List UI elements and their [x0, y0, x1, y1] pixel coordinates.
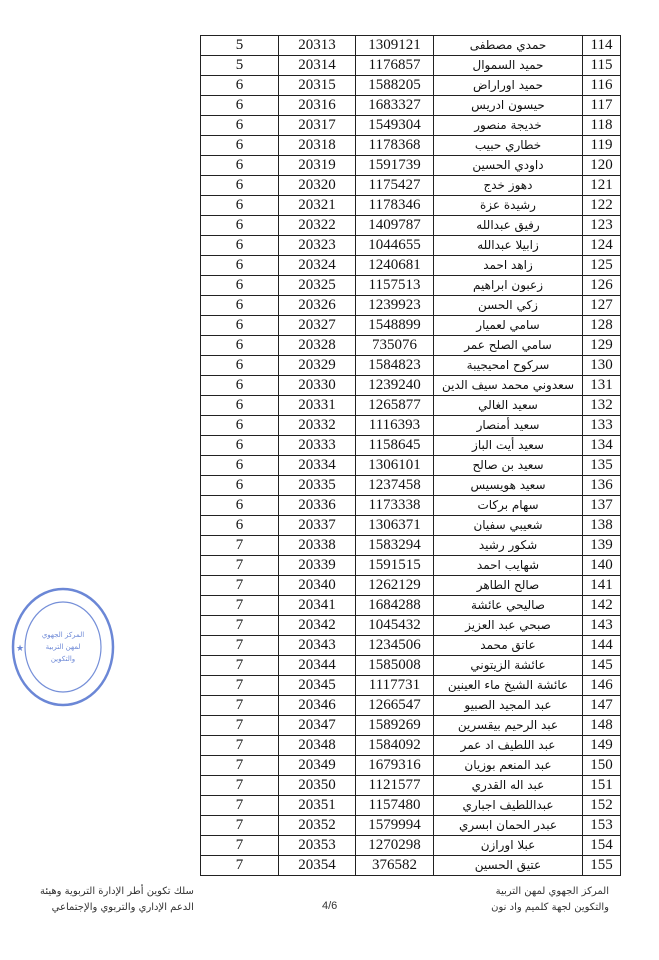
- row-number-cell: 116: [583, 76, 621, 96]
- row-number-cell: 149: [583, 736, 621, 756]
- row-number-cell: 118: [583, 116, 621, 136]
- name-cell: عبلا اورازن: [434, 836, 583, 856]
- name-cell: سعيد أمنصار: [434, 416, 583, 436]
- id-number-cell: 1306371: [356, 516, 434, 536]
- group-cell: 6: [201, 476, 279, 496]
- name-cell: حميد اوراراض: [434, 76, 583, 96]
- group-cell: 6: [201, 276, 279, 296]
- group-cell: 6: [201, 336, 279, 356]
- id-number-cell: 1121577: [356, 776, 434, 796]
- group-cell: 7: [201, 536, 279, 556]
- id-number-cell: 1584823: [356, 356, 434, 376]
- id-number-cell: 1116393: [356, 416, 434, 436]
- name-cell: زاهد احمد: [434, 256, 583, 276]
- name-cell: خطاري حبيب: [434, 136, 583, 156]
- footer-left-line2: الدعم الإداري والتربوي والإجتماعي: [51, 902, 194, 913]
- name-cell: رفيق عبدالله: [434, 216, 583, 236]
- id-number-cell: 1240681: [356, 256, 434, 276]
- row-number-cell: 135: [583, 456, 621, 476]
- group-cell: 6: [201, 236, 279, 256]
- name-cell: شعيبي سفيان: [434, 516, 583, 536]
- table-row: [201, 676, 621, 696]
- group-cell: 7: [201, 776, 279, 796]
- row-number-cell: 130: [583, 356, 621, 376]
- group-cell: 7: [201, 556, 279, 576]
- row-number-cell: 138: [583, 516, 621, 536]
- table-row: [201, 96, 621, 116]
- row-number-cell: 121: [583, 176, 621, 196]
- id-number-cell: 1045432: [356, 616, 434, 636]
- code-cell: 20352: [279, 816, 356, 836]
- code-cell: 20338: [279, 536, 356, 556]
- id-number-cell: 1579994: [356, 816, 434, 836]
- id-number-cell: 1262129: [356, 576, 434, 596]
- row-number-cell: 147: [583, 696, 621, 716]
- group-cell: 6: [201, 456, 279, 476]
- table-row: [201, 816, 621, 836]
- code-cell: 20336: [279, 496, 356, 516]
- id-number-cell: 1117731: [356, 676, 434, 696]
- id-number-cell: 1265877: [356, 396, 434, 416]
- id-number-cell: 1683327: [356, 96, 434, 116]
- table-row: [201, 596, 621, 616]
- group-cell: 7: [201, 736, 279, 756]
- row-number-cell: 117: [583, 96, 621, 116]
- table-row: [201, 776, 621, 796]
- code-cell: 20328: [279, 336, 356, 356]
- id-number-cell: 1239240: [356, 376, 434, 396]
- id-number-cell: 1178346: [356, 196, 434, 216]
- name-cell: صالح الطاهر: [434, 576, 583, 596]
- name-cell: عبدر الحمان ابسري: [434, 816, 583, 836]
- code-cell: 20353: [279, 836, 356, 856]
- code-cell: 20342: [279, 616, 356, 636]
- group-cell: 7: [201, 656, 279, 676]
- code-cell: 20346: [279, 696, 356, 716]
- table-row: [201, 616, 621, 636]
- name-cell: شهايب احمد: [434, 556, 583, 576]
- footer-right-line1: المركز الجهوي لمهن التربية: [495, 886, 609, 897]
- code-cell: 20331: [279, 396, 356, 416]
- name-cell: شكور رشيد: [434, 536, 583, 556]
- table-row: [201, 196, 621, 216]
- group-cell: 7: [201, 716, 279, 736]
- group-cell: 6: [201, 156, 279, 176]
- name-cell: عبد الرحيم بيقسرين: [434, 716, 583, 736]
- row-number-cell: 140: [583, 556, 621, 576]
- id-number-cell: 1409787: [356, 216, 434, 236]
- table-row: [201, 216, 621, 236]
- table-row: [201, 736, 621, 756]
- table-row: [201, 76, 621, 96]
- code-cell: 20324: [279, 256, 356, 276]
- row-number-cell: 122: [583, 196, 621, 216]
- code-cell: 20343: [279, 636, 356, 656]
- group-cell: 7: [201, 696, 279, 716]
- group-cell: 6: [201, 76, 279, 96]
- row-number-cell: 144: [583, 636, 621, 656]
- row-number-cell: 120: [583, 156, 621, 176]
- row-number-cell: 131: [583, 376, 621, 396]
- id-number-cell: 1584092: [356, 736, 434, 756]
- name-cell: سعيد أيت الباز: [434, 436, 583, 456]
- code-cell: 20349: [279, 756, 356, 776]
- name-cell: زعبون ابراهيم: [434, 276, 583, 296]
- group-cell: 7: [201, 596, 279, 616]
- code-cell: 20320: [279, 176, 356, 196]
- name-cell: داودي الحسين: [434, 156, 583, 176]
- code-cell: 20348: [279, 736, 356, 756]
- id-number-cell: 1679316: [356, 756, 434, 776]
- name-cell: سعيد هويسيس: [434, 476, 583, 496]
- id-number-cell: 1549304: [356, 116, 434, 136]
- table-row: [201, 356, 621, 376]
- row-number-cell: 152: [583, 796, 621, 816]
- table-row: [201, 36, 621, 56]
- code-cell: 20340: [279, 576, 356, 596]
- row-number-cell: 115: [583, 56, 621, 76]
- row-number-cell: 155: [583, 856, 621, 876]
- group-cell: 6: [201, 316, 279, 336]
- svg-text:★: ★: [16, 643, 25, 653]
- svg-text:والتكوين: والتكوين: [50, 655, 76, 663]
- name-cell: عبد المجيد الصبيو: [434, 696, 583, 716]
- code-cell: 20314: [279, 56, 356, 76]
- name-cell: سامي لعميار: [434, 316, 583, 336]
- id-number-cell: 1157513: [356, 276, 434, 296]
- group-cell: 6: [201, 356, 279, 376]
- table-row: [201, 116, 621, 136]
- table-row: [201, 556, 621, 576]
- table-row: [201, 756, 621, 776]
- row-number-cell: 125: [583, 256, 621, 276]
- group-cell: 7: [201, 856, 279, 876]
- id-number-cell: 1589269: [356, 716, 434, 736]
- footer-institution: [491, 884, 609, 916]
- row-number-cell: 145: [583, 656, 621, 676]
- group-cell: 6: [201, 416, 279, 436]
- name-cell: حمدي مصطفى: [434, 36, 583, 56]
- code-cell: 20350: [279, 776, 356, 796]
- group-cell: 6: [201, 516, 279, 536]
- group-cell: 6: [201, 196, 279, 216]
- name-cell: سعدوني محمد سيف الدين: [434, 376, 583, 396]
- row-number-cell: 139: [583, 536, 621, 556]
- row-number-cell: 153: [583, 816, 621, 836]
- id-number-cell: 1684288: [356, 596, 434, 616]
- id-number-cell: 1306101: [356, 456, 434, 476]
- row-number-cell: 119: [583, 136, 621, 156]
- id-number-cell: 1266547: [356, 696, 434, 716]
- id-number-cell: 1157480: [356, 796, 434, 816]
- name-cell: سعيد الغالي: [434, 396, 583, 416]
- group-cell: 5: [201, 36, 279, 56]
- group-cell: 7: [201, 576, 279, 596]
- code-cell: 20317: [279, 116, 356, 136]
- table-row: [201, 836, 621, 856]
- row-number-cell: 129: [583, 336, 621, 356]
- name-cell: سامي الصلح عمر: [434, 336, 583, 356]
- name-cell: عائشة الزيتوني: [434, 656, 583, 676]
- id-number-cell: 1309121: [356, 36, 434, 56]
- table-row: [201, 536, 621, 556]
- name-cell: زابيلا عبدالله: [434, 236, 583, 256]
- id-number-cell: 1239923: [356, 296, 434, 316]
- code-cell: 20341: [279, 596, 356, 616]
- id-number-cell: 1548899: [356, 316, 434, 336]
- name-cell: زكي الحسن: [434, 296, 583, 316]
- code-cell: 20316: [279, 96, 356, 116]
- table-row: [201, 176, 621, 196]
- code-cell: 20325: [279, 276, 356, 296]
- id-number-cell: 1158645: [356, 436, 434, 456]
- table-row: [201, 576, 621, 596]
- name-cell: سهام بركات: [434, 496, 583, 516]
- row-number-cell: 146: [583, 676, 621, 696]
- code-cell: 20323: [279, 236, 356, 256]
- id-number-cell: 1178368: [356, 136, 434, 156]
- group-cell: 6: [201, 376, 279, 396]
- code-cell: 20345: [279, 676, 356, 696]
- group-cell: 7: [201, 816, 279, 836]
- table-row: [201, 396, 621, 416]
- id-number-cell: 1270298: [356, 836, 434, 856]
- code-cell: 20335: [279, 476, 356, 496]
- group-cell: 7: [201, 756, 279, 776]
- group-cell: 7: [201, 836, 279, 856]
- table-row: [201, 276, 621, 296]
- row-number-cell: 148: [583, 716, 621, 736]
- footer-right-line2: والتكوين لجهة كلميم واد نون: [491, 902, 609, 913]
- table-row: [201, 476, 621, 496]
- code-cell: 20322: [279, 216, 356, 236]
- group-cell: 6: [201, 96, 279, 116]
- row-number-cell: 137: [583, 496, 621, 516]
- group-cell: 7: [201, 636, 279, 656]
- table-row: [201, 136, 621, 156]
- name-cell: سركوح امحيجيبة: [434, 356, 583, 376]
- id-number-cell: 1591515: [356, 556, 434, 576]
- name-cell: عتيق الحسين: [434, 856, 583, 876]
- code-cell: 20347: [279, 716, 356, 736]
- code-cell: 20326: [279, 296, 356, 316]
- table-row: [201, 696, 621, 716]
- code-cell: 20333: [279, 436, 356, 456]
- name-cell: رشيدة عزة: [434, 196, 583, 216]
- name-cell: حميد السموال: [434, 56, 583, 76]
- code-cell: 20315: [279, 76, 356, 96]
- row-number-cell: 143: [583, 616, 621, 636]
- row-number-cell: 154: [583, 836, 621, 856]
- id-number-cell: 1583294: [356, 536, 434, 556]
- table-row: [201, 656, 621, 676]
- row-number-cell: 151: [583, 776, 621, 796]
- code-cell: 20344: [279, 656, 356, 676]
- code-cell: 20327: [279, 316, 356, 336]
- name-cell: دهوز خدج: [434, 176, 583, 196]
- group-cell: 6: [201, 396, 279, 416]
- row-number-cell: 142: [583, 596, 621, 616]
- id-number-cell: 1585008: [356, 656, 434, 676]
- id-number-cell: 1176857: [356, 56, 434, 76]
- table-row: [201, 856, 621, 876]
- group-cell: 6: [201, 176, 279, 196]
- row-number-cell: 126: [583, 276, 621, 296]
- name-cell: حيسون ادريس: [434, 96, 583, 116]
- group-cell: 5: [201, 56, 279, 76]
- group-cell: 6: [201, 216, 279, 236]
- code-cell: 20339: [279, 556, 356, 576]
- code-cell: 20319: [279, 156, 356, 176]
- table-row: [201, 336, 621, 356]
- table-row: [201, 156, 621, 176]
- table-row: [201, 236, 621, 256]
- id-number-cell: 1044655: [356, 236, 434, 256]
- group-cell: 7: [201, 796, 279, 816]
- id-number-cell: 1173338: [356, 496, 434, 516]
- code-cell: 20351: [279, 796, 356, 816]
- name-cell: صاليحي عائشة: [434, 596, 583, 616]
- name-cell: عبد المنعم بوزيان: [434, 756, 583, 776]
- group-cell: 7: [201, 676, 279, 696]
- code-cell: 20318: [279, 136, 356, 156]
- code-cell: 20354: [279, 856, 356, 876]
- table-row: [201, 316, 621, 336]
- table-row: [201, 256, 621, 276]
- table-row: [201, 56, 621, 76]
- row-number-cell: 132: [583, 396, 621, 416]
- official-stamp: [8, 585, 118, 710]
- group-cell: 6: [201, 296, 279, 316]
- row-number-cell: 150: [583, 756, 621, 776]
- table-row: [201, 376, 621, 396]
- row-number-cell: 133: [583, 416, 621, 436]
- table-row: [201, 296, 621, 316]
- id-number-cell: 1588205: [356, 76, 434, 96]
- svg-text:لمهن التربية: لمهن التربية: [45, 643, 81, 651]
- name-cell: سعيد بن صالح: [434, 456, 583, 476]
- page-number: 4/6: [322, 900, 338, 912]
- code-cell: 20329: [279, 356, 356, 376]
- id-number-cell: 1237458: [356, 476, 434, 496]
- name-cell: عبد اللطيف اد عمر: [434, 736, 583, 756]
- row-number-cell: 136: [583, 476, 621, 496]
- name-cell: عبد اله القدري: [434, 776, 583, 796]
- table-row: [201, 496, 621, 516]
- table-row: [201, 516, 621, 536]
- table-row: [201, 436, 621, 456]
- row-number-cell: 134: [583, 436, 621, 456]
- id-number-cell: 376582: [356, 856, 434, 876]
- table-row: [201, 636, 621, 656]
- group-cell: 7: [201, 616, 279, 636]
- row-number-cell: 123: [583, 216, 621, 236]
- group-cell: 6: [201, 116, 279, 136]
- row-number-cell: 124: [583, 236, 621, 256]
- code-cell: 20321: [279, 196, 356, 216]
- code-cell: 20337: [279, 516, 356, 536]
- row-number-cell: 141: [583, 576, 621, 596]
- table-row: [201, 796, 621, 816]
- name-cell: صبحي عبد العزيز: [434, 616, 583, 636]
- table-row: [201, 456, 621, 476]
- code-cell: 20334: [279, 456, 356, 476]
- code-cell: 20332: [279, 416, 356, 436]
- table-body: [201, 36, 621, 876]
- table-row: [201, 716, 621, 736]
- code-cell: 20313: [279, 36, 356, 56]
- group-cell: 6: [201, 436, 279, 456]
- name-cell: عبداللطيف اجباري: [434, 796, 583, 816]
- id-number-cell: 1234506: [356, 636, 434, 656]
- row-number-cell: 127: [583, 296, 621, 316]
- row-number-cell: 114: [583, 36, 621, 56]
- name-cell: عاتق محمد: [434, 636, 583, 656]
- footer-program: [40, 884, 194, 916]
- group-cell: 6: [201, 256, 279, 276]
- row-number-cell: 128: [583, 316, 621, 336]
- id-number-cell: 735076: [356, 336, 434, 356]
- footer-left-line1: سلك تكوين أطر الإدارة التربوية وهيئة: [40, 886, 194, 897]
- id-number-cell: 1175427: [356, 176, 434, 196]
- name-cell: عائشة الشيخ ماء العينين: [434, 676, 583, 696]
- code-cell: 20330: [279, 376, 356, 396]
- group-cell: 6: [201, 136, 279, 156]
- candidates-table: [200, 35, 621, 876]
- group-cell: 6: [201, 496, 279, 516]
- table-row: [201, 416, 621, 436]
- svg-text:المركز الجهوي: المركز الجهوي: [41, 631, 85, 639]
- id-number-cell: 1591739: [356, 156, 434, 176]
- name-cell: خديجة منصور: [434, 116, 583, 136]
